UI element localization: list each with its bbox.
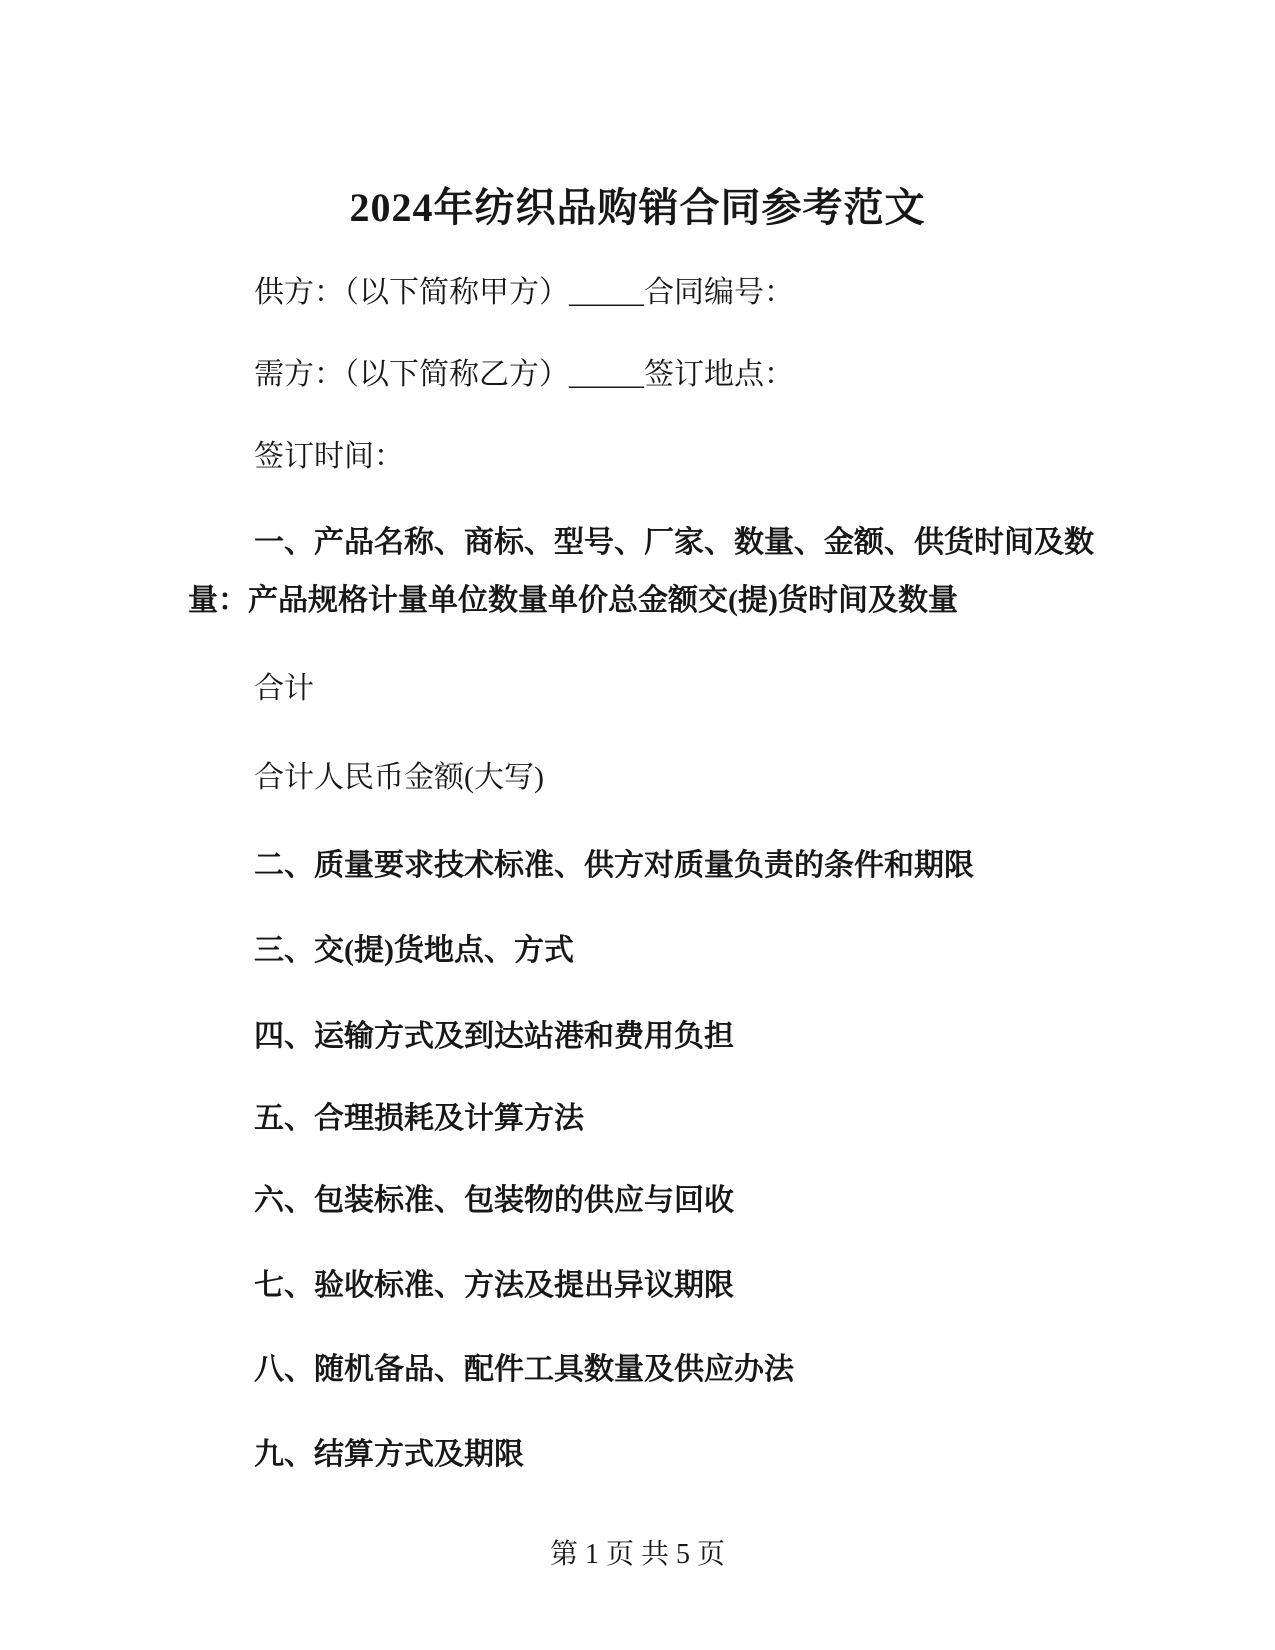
section-3-heading: 三、交(提)货地点、方式 [254, 934, 574, 967]
total-line: 合计 [254, 672, 314, 705]
section-1-heading-line-1: 一、产品名称、商标、型号、厂家、数量、金额、供货时间及数 [254, 526, 1094, 559]
document-title: 2024年纺织品购销合同参考范文 [349, 185, 926, 230]
section-5-heading: 五、合理损耗及计算方法 [254, 1102, 584, 1135]
section-9-heading: 九、结算方式及期限 [254, 1438, 524, 1471]
total-amount-words-line: 合计人民币金额(大写) [254, 761, 544, 794]
section-1-heading-line-2: 量：产品规格计量单位数量单价总金额交(提)货时间及数量 [188, 584, 958, 617]
section-4-heading: 四、运输方式及到达站港和费用负担 [254, 1020, 734, 1053]
supplier-line: 供方：（以下简称甲方）_____合同编号： [254, 276, 794, 309]
section-8-heading: 八、随机备品、配件工具数量及供应办法 [254, 1353, 794, 1386]
section-2-heading: 二、质量要求技术标准、供方对质量负责的条件和期限 [254, 849, 974, 882]
buyer-line: 需方：（以下简称乙方）_____签订地点： [254, 358, 794, 391]
section-7-heading: 七、验收标准、方法及提出异议期限 [254, 1269, 734, 1302]
section-6-heading: 六、包装标准、包装物的供应与回收 [254, 1184, 734, 1217]
page-footer: 第 1 页 共 5 页 [549, 1539, 725, 1570]
signing-time-line: 签订时间： [254, 440, 404, 473]
